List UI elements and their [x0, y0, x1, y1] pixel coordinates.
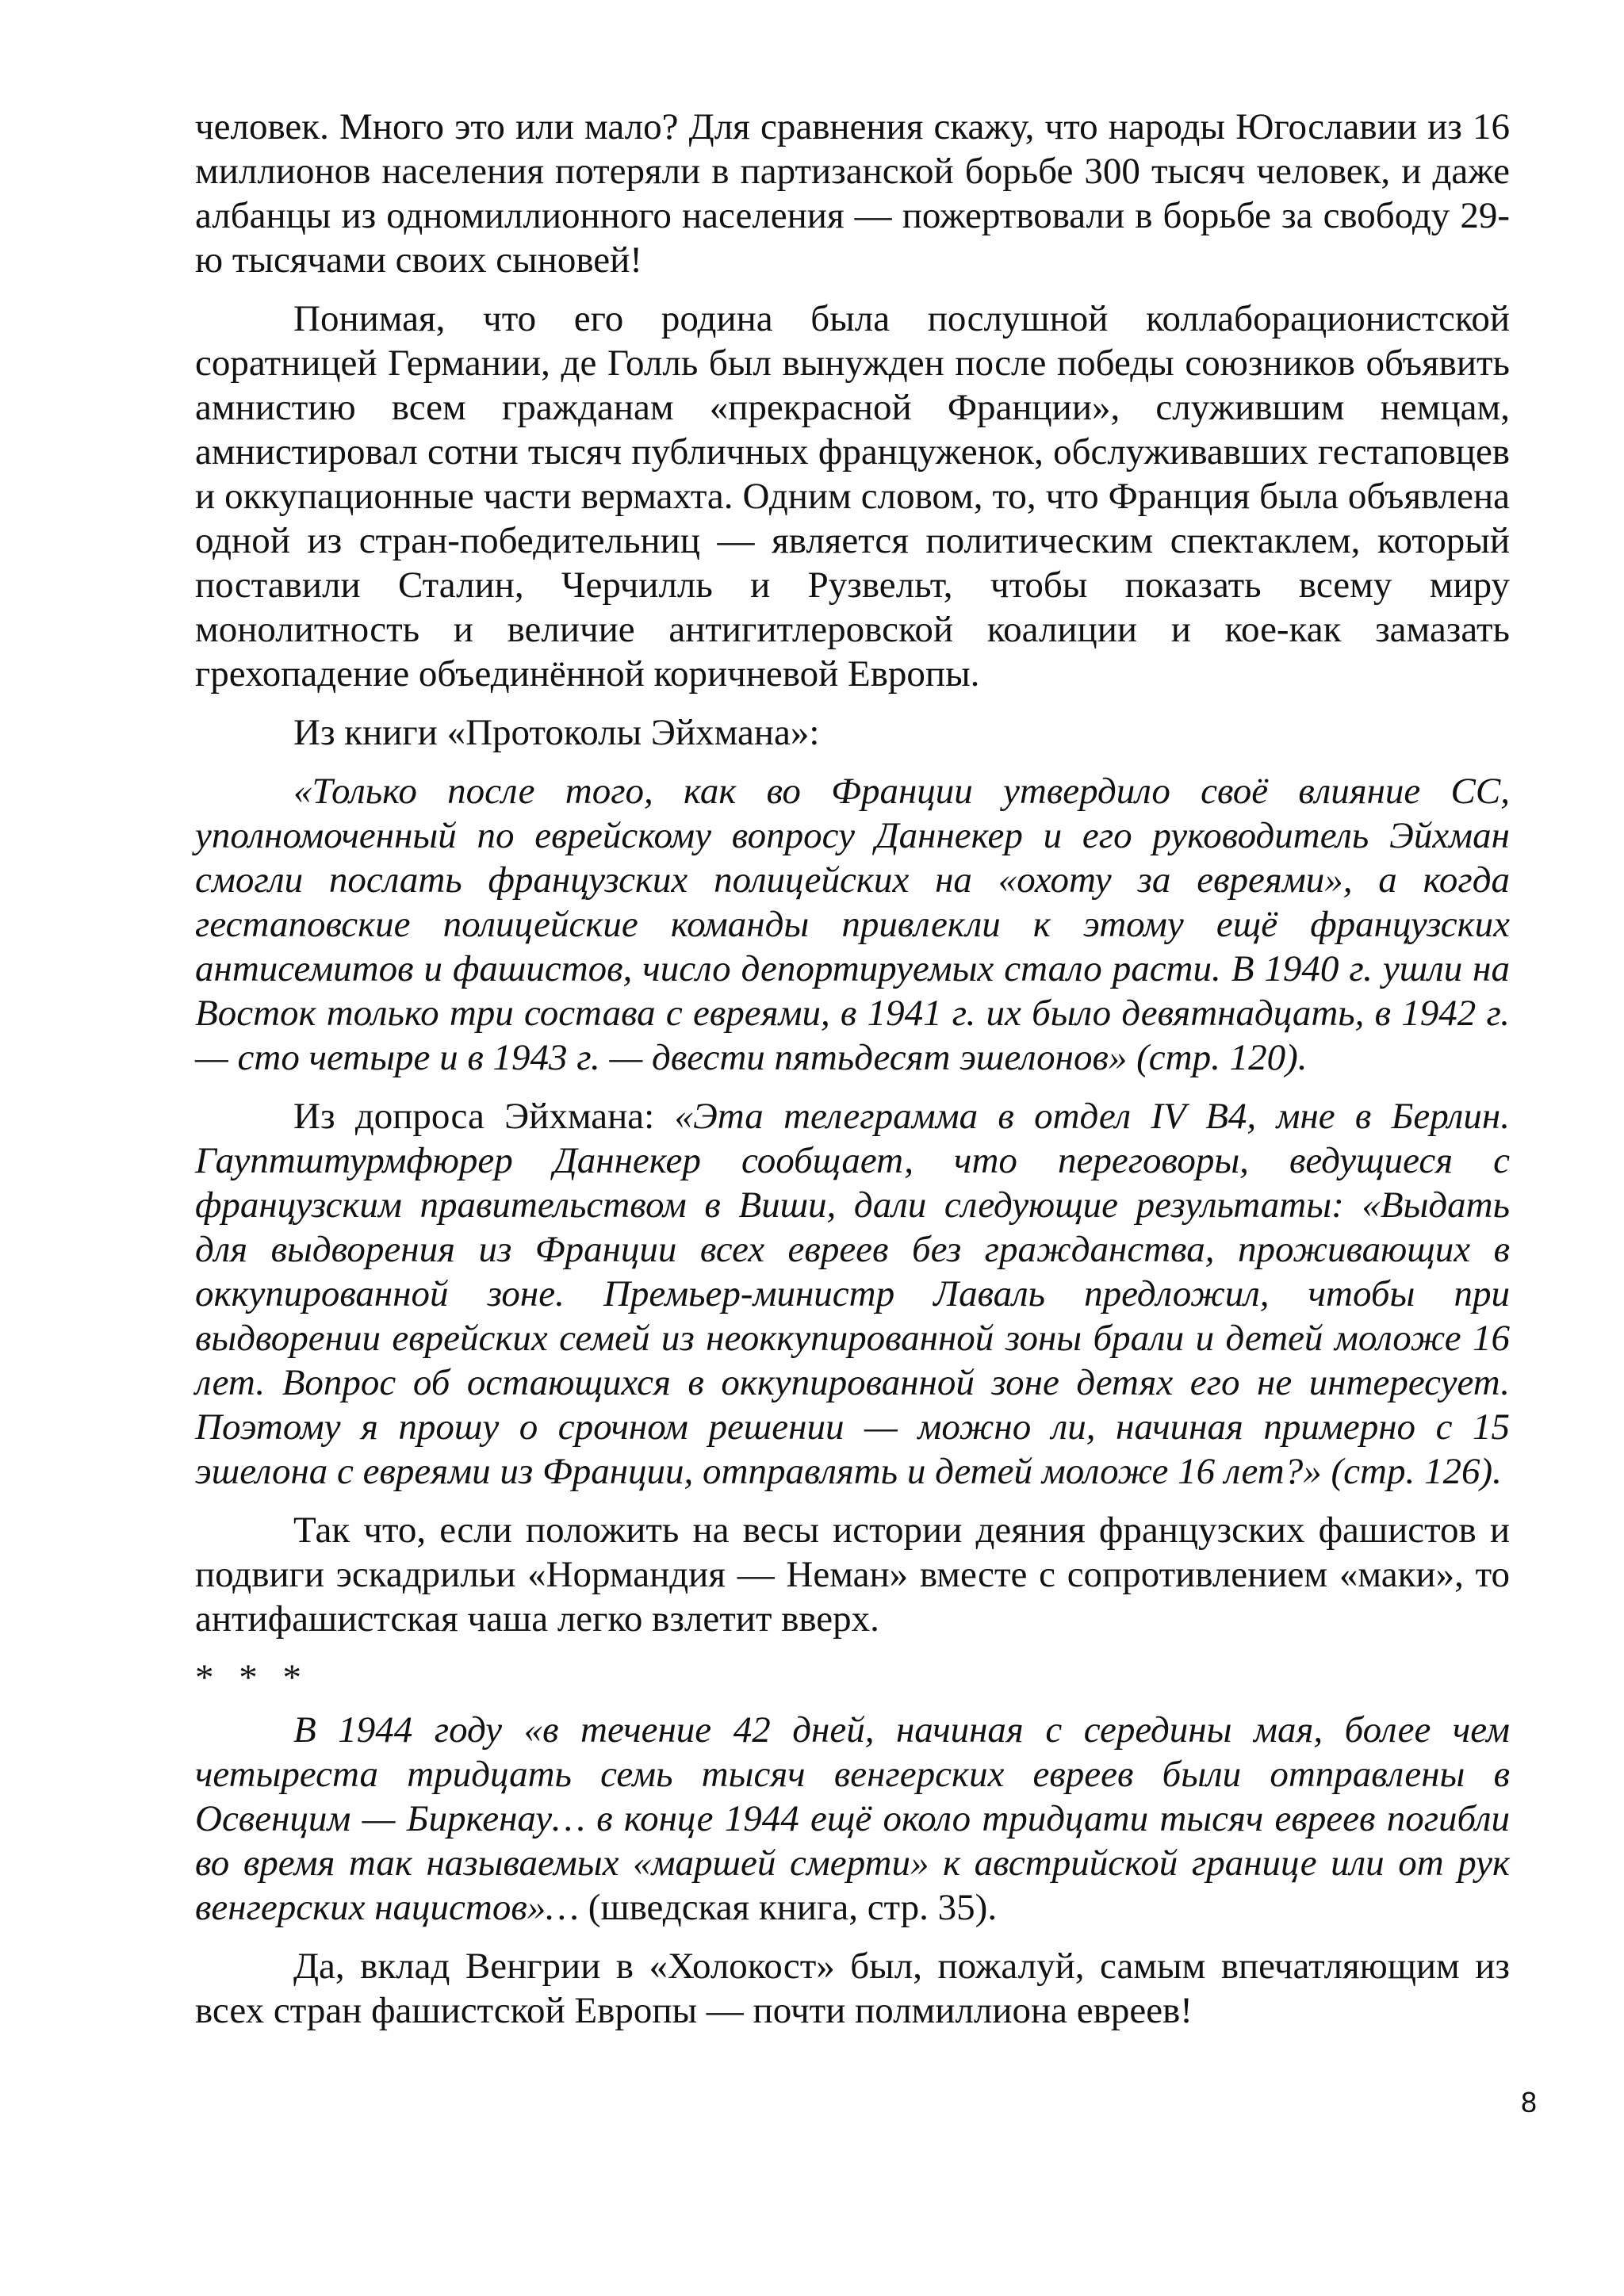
- interrogation-quote: «Эта телеграмма в отдел IV B4, мне в Берлин. Гауптштурмфюрер Даннекер сообщает, что переговоры, ведущиеся с французским правительством в Виши, дали следующие результаты: «Выдать для выдворения из Франции всех евреев без гражданства, проживающих в оккупированной зоне. Премьер-министр Лаваль предложил, чтобы при выдворении еврейских семей из неоккупированной зоны брали и детей моложе 16 лет. Вопрос об остающихся в оккупированной зоне детях его не интересует. Поэтому я прошу о срочном решении — можно ли, начиная примерно с 15 эшелона с евреями из Франции, отправлять и детей моложе 16 лет?» (стр. 126).: [195, 1096, 1510, 1492]
- paragraph-hungary-conclusion: Да, вклад Венгрии в «Холокост» был, пожалуй, самым впечатляющим из всех стран фашистской Европы — почти полмиллиона евреев!: [195, 1946, 1510, 2031]
- interrogation-lead: Из допроса Эйхмана:: [293, 1096, 675, 1137]
- hungary-source: (шведская книга, стр. 35).: [579, 1887, 998, 1928]
- hungary-quote: В 1944 году «в течение 42 дней, начиная с середины мая, более чем четыреста тридцать семь тысяч венгерских евреев были отправлены в Освенцим — Биркенау… в конце 1944 ещё около тридцати тысяч евреев погибли во время так называемых «маршей смерти» к австрийской границе или от рук венгерских нацистов»…: [195, 1709, 1510, 1928]
- paragraph-hungary-quote: [195, 1708, 1510, 1930]
- page-body: [195, 105, 1510, 2047]
- paragraph-book-intro: Из книги «Протоколы Эйхмана»:: [293, 712, 820, 753]
- paragraph-continuation: человек. Много это или мало? Для сравнения скажу, что народы Югославии из 16 миллионов населения потеряли в партизанской борьбе 300 тысяч человек, и даже албанцы из одномиллионного населения — пожертвовали в борьбе за свободу 29-ю тысячами своих сыновей!: [195, 106, 1510, 281]
- paragraph-de-gaulle: Понимая, что его родина была послушной коллаборационистской соратницей Германии, де Голль был вынужден после победы союзников объявить амнистию всем гражданам «прекрасной Франции», служившим немцам, амнистировал сотни тысяч публичных француженок, обслуживавших гестаповцев и оккупационные части вермахта. Одним словом, то, что Франция была объявлена одной из стран-победительниц — является политическим спектаклем, который поставили Сталин, Черчилль и Рузвельт, чтобы показать всему миру монолитность и величие антигитлеровской коалиции и кое-как замазать грехопадение объединённой коричневой Европы.: [195, 298, 1510, 695]
- page-number: 8: [1520, 2086, 1537, 2118]
- quote-eichmann-protocols: «Только после того, как во Франции утвердило своё влияние СС, уполномоченный по еврейскому вопросу Даннекер и его руководитель Эйхман смогли послать французских полицейских на «охоту за евреями», а когда гестаповские полицейские команды привлекли к этому ещё французских антисемитов и фашистов, число депортируемых стало расти. В 1940 г. ушли на Восток только три состава с евреями, в 1941 г. их было девятнадцать, в 1942 г. — сто четыре и в 1943 г. — двести пятьдесят эшелонов» (стр. 120).: [195, 771, 1510, 1078]
- paragraph-conclusion-france: Так что, если положить на весы истории деяния французских фашистов и подвиги эскадрильи «Нормандия — Неман» вместе с сопротивлением «маки», то антифашистская чаша легко взлетит вверх.: [195, 1510, 1510, 1640]
- paragraph-interrogation: [195, 1094, 1510, 1494]
- section-separator: * * *: [195, 1657, 309, 1698]
